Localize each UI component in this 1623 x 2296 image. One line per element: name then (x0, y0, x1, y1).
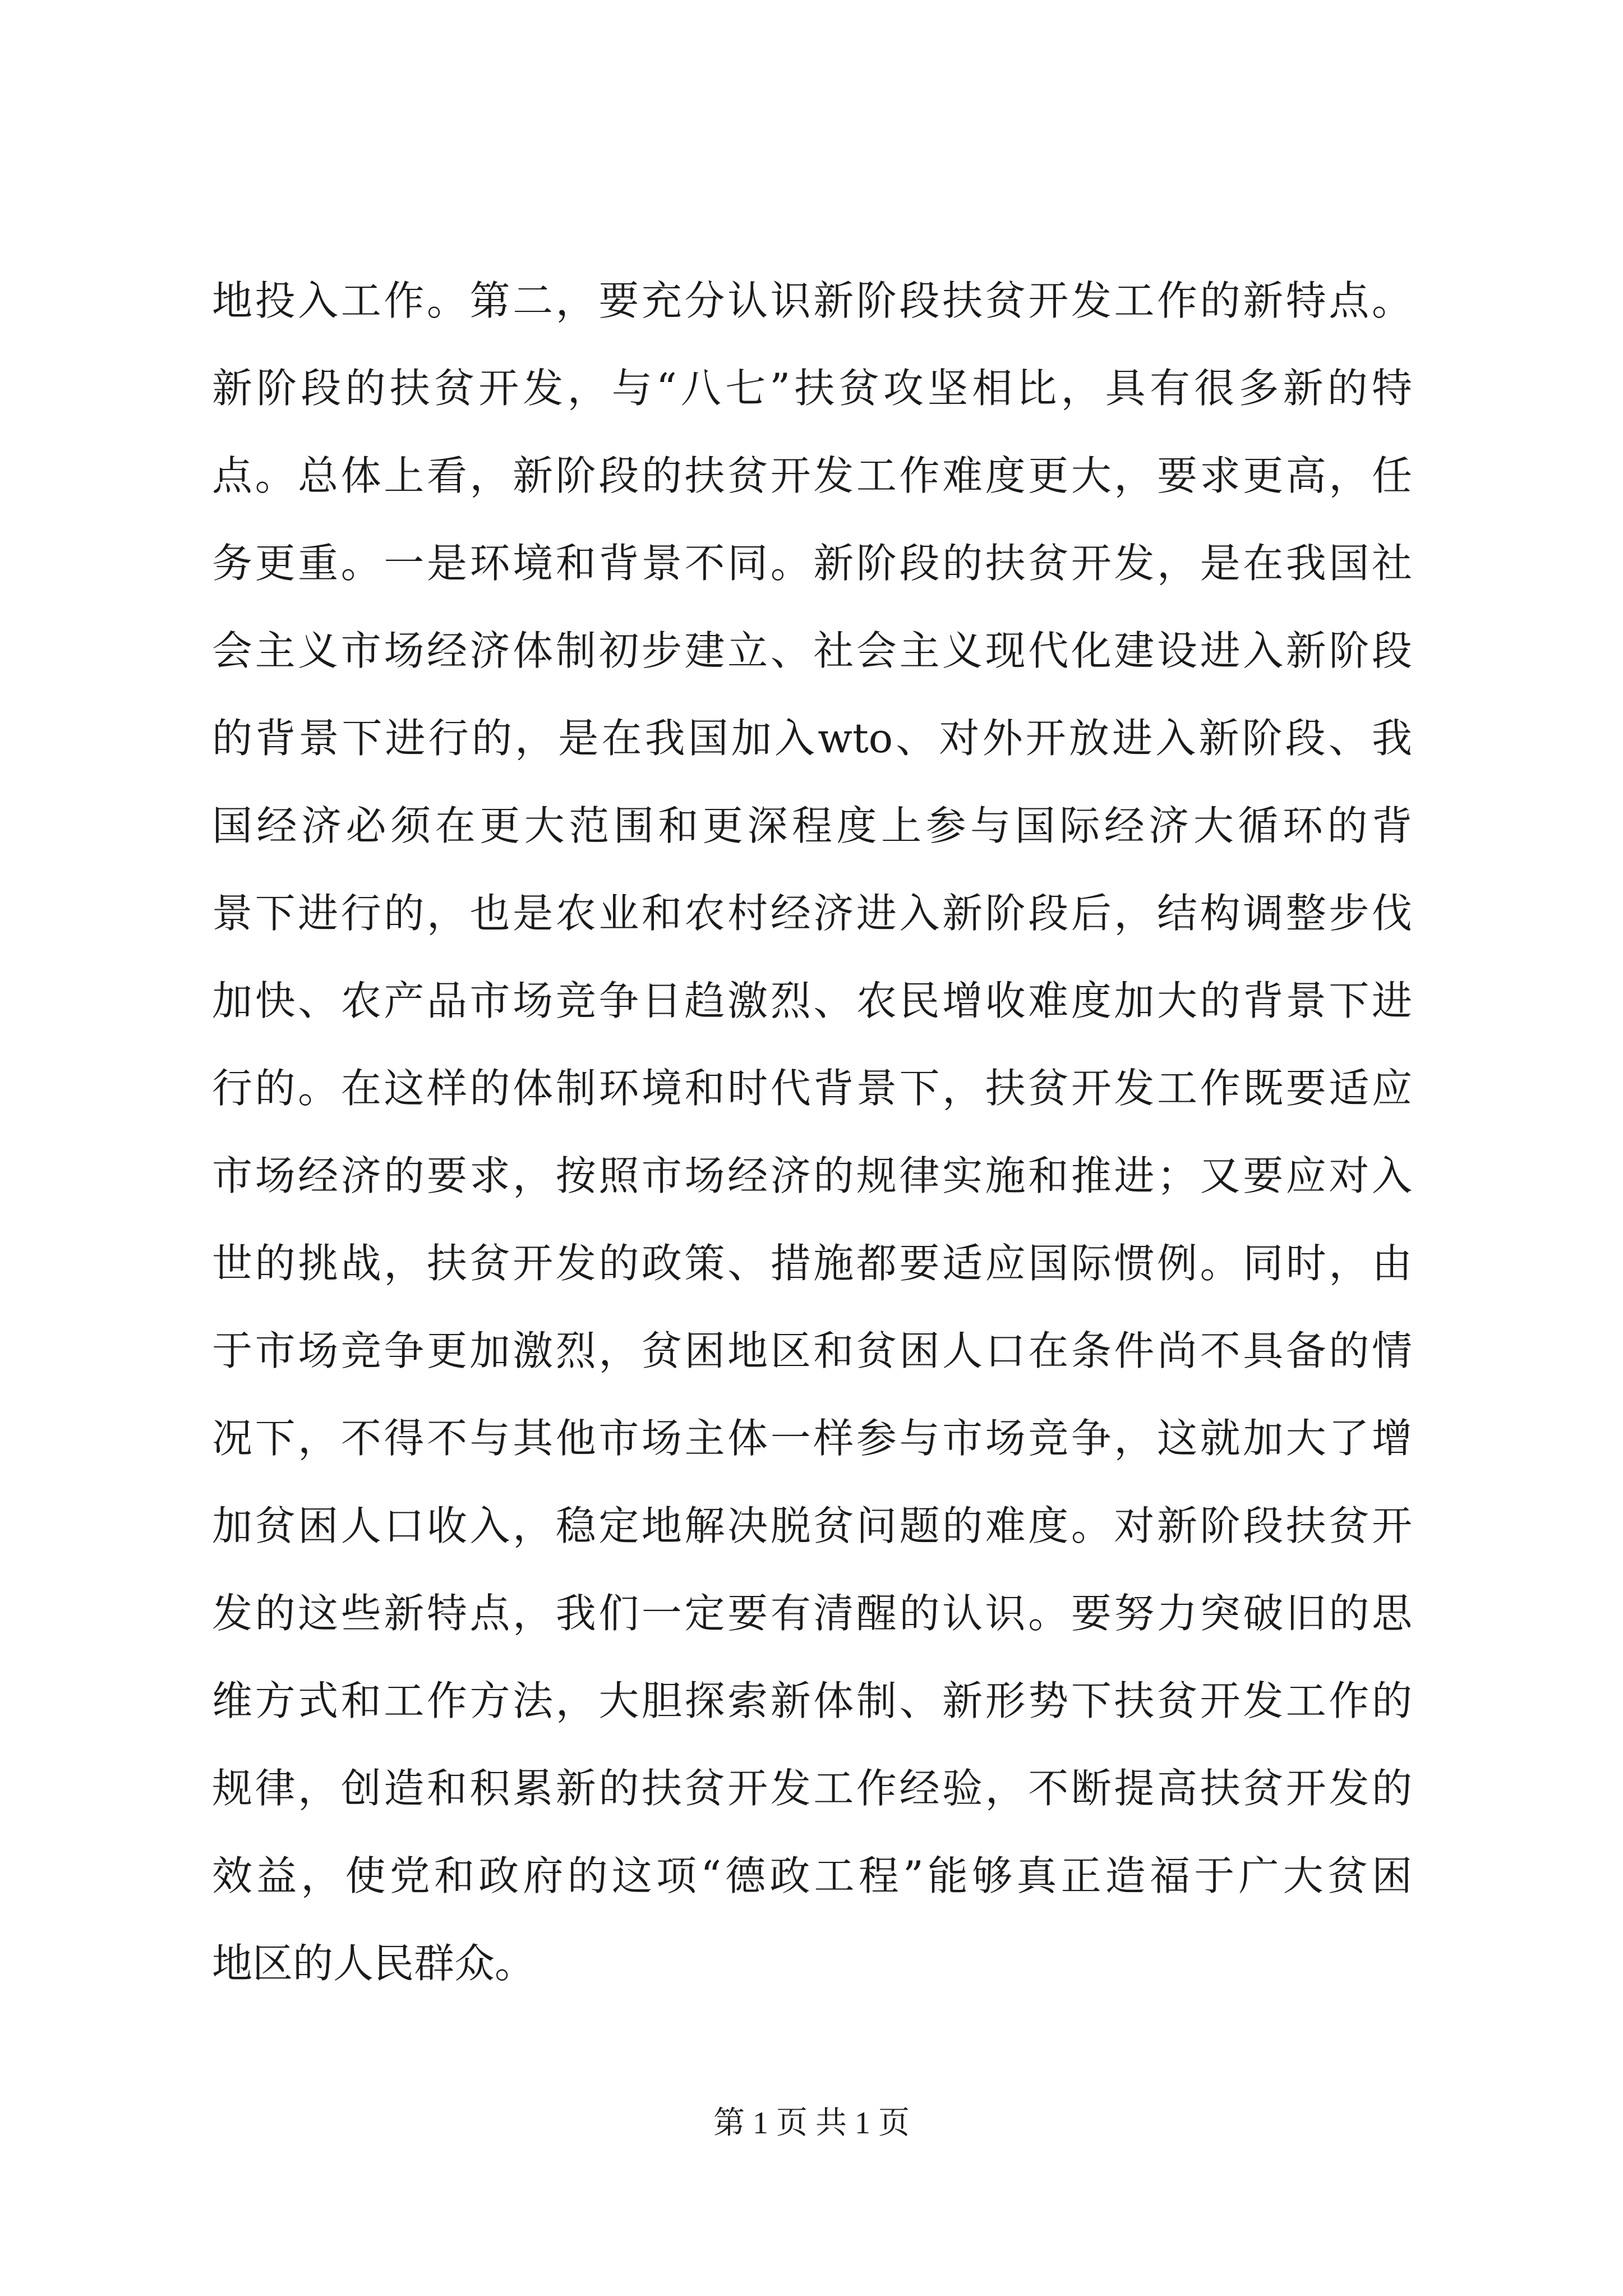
text-line: 况下，不得不与其他市场主体一样参与市场竞争，这就加大了增 (212, 1415, 1412, 1462)
text-line: 加贫困人口收入，稳定地解决脱贫问题的难度。对新阶段扶贫开 (212, 1502, 1412, 1549)
text-line: 于市场竞争更加激烈，贫困地区和贫困人口在条件尚不具备的情 (212, 1327, 1412, 1374)
page-footer: 第 1 页 共 1 页 (713, 2106, 910, 2141)
text-line: 行的。在这样的体制环境和时代背景下，扶贫开发工作既要适应 (212, 1065, 1412, 1112)
text-line: 会主义市场经济体制初步建立、社会主义现代化建设进入新阶段 (212, 627, 1412, 674)
text-line: 点。总体上看，新阶段的扶贫开发工作难度更大，要求更高，任 (212, 452, 1412, 499)
text-line: 世的挑战，扶贫开发的政策、措施都要适应国际惯例。同时，由 (212, 1240, 1412, 1287)
text-line: 新阶段的扶贫开发，与“八七”扶贫攻坚相比，具有很多新的特 (212, 365, 1412, 412)
text-line: 效益，使党和政府的这项“德政工程”能够真正造福于广大贫困 (212, 1852, 1412, 1899)
text-line: 市场经济的要求，按照市场经济的规律实施和推进；又要应对入 (212, 1152, 1412, 1199)
text-line: 发的这些新特点，我们一定要有清醒的认识。要努力突破旧的思 (212, 1590, 1412, 1637)
text-line: 加快、农产品市场竞争日趋激烈、农民增收难度加大的背景下进 (212, 977, 1412, 1024)
text-line: 国经济必须在更大范围和更深程度上参与国际经济大循环的背 (212, 802, 1412, 849)
text-line: 景下进行的，也是农业和农村经济进入新阶段后，结构调整步伐 (212, 890, 1412, 937)
text-line: 务更重。一是环境和背景不同。新阶段的扶贫开发，是在我国社 (212, 540, 1412, 587)
text-line: 维方式和工作方法，大胆探索新体制、新形势下扶贫开发工作的 (212, 1677, 1412, 1724)
text-line: 的背景下进行的，是在我国加入wto、对外开放进入新阶段、我 (212, 715, 1412, 762)
text-line: 地投入工作。第二，要充分认识新阶段扶贫开发工作的新特点。 (212, 277, 1412, 324)
text-line: 规律，创造和积累新的扶贫开发工作经验，不断提高扶贫开发的 (212, 1765, 1412, 1812)
body-paragraph (212, 257, 1412, 2007)
text-line: 地区的人民群众。 (212, 1940, 536, 1987)
